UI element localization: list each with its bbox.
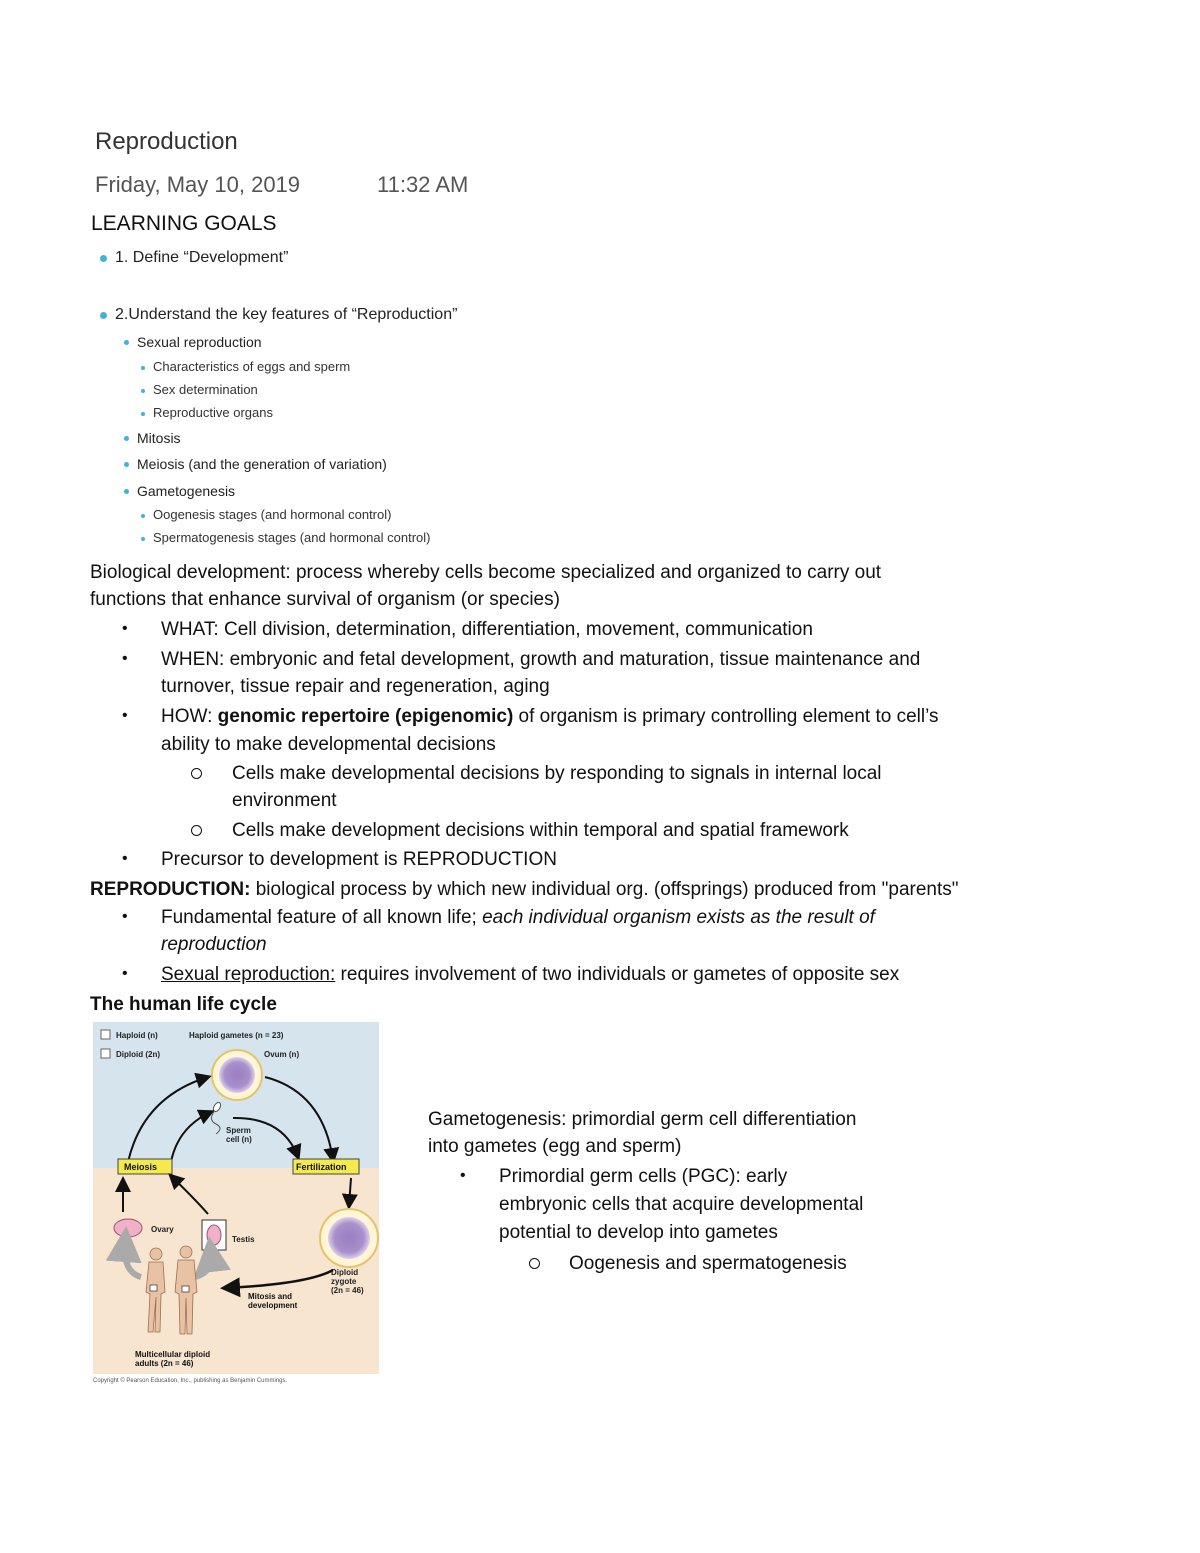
sub-bullet-icon bbox=[529, 1258, 540, 1269]
bullet-icon bbox=[124, 436, 129, 441]
bullet-icon bbox=[124, 462, 129, 467]
fund-text: Fundamental feature of all known life; bbox=[161, 907, 483, 928]
development-line-1: Biological development: process whereby cells become specialized and organized to carry out bbox=[90, 562, 882, 583]
development-precursor: Precursor to development is REPRODUCTION bbox=[161, 849, 557, 870]
human-life-cycle-figure bbox=[93, 1022, 379, 1374]
development-sub-1a: Cells make developmental decisions by responding to signals in internal local bbox=[232, 763, 882, 784]
reproduction-def: biological process by which new individual org. (offsprings) produced from "parents" bbox=[250, 879, 959, 900]
sub-bullet-icon bbox=[191, 825, 202, 836]
learning-goals-heading: LEARNING GOALS bbox=[91, 212, 277, 235]
development-when-2: turnover, tissue repair and regeneration, aging bbox=[161, 676, 550, 697]
fertilization-label: Fertilization bbox=[296, 1162, 347, 1172]
meiosis-label: Meiosis bbox=[124, 1162, 158, 1172]
gametogenesis-line-2: into gametes (egg and sperm) bbox=[428, 1136, 682, 1157]
goal-1: 1. Define “Development” bbox=[115, 249, 289, 266]
mitosis-label-2: development bbox=[248, 1301, 298, 1310]
how-prefix: HOW: bbox=[161, 706, 218, 727]
diploid-legend-swatch bbox=[101, 1049, 110, 1058]
figure-copyright: Copyright © Pearson Education, Inc., publishing as Benjamin Cummings. bbox=[93, 1378, 288, 1384]
goal-2: 2.Understand the key features of “Reproduction” bbox=[115, 306, 458, 323]
female-reproductive-box bbox=[150, 1285, 157, 1291]
bullet-icon bbox=[141, 412, 145, 416]
page-time: 11:32 AM bbox=[377, 172, 469, 197]
haploid-legend-swatch bbox=[101, 1030, 110, 1039]
zygote-label-3: (2n = 46) bbox=[331, 1286, 364, 1295]
bullet-icon: • bbox=[122, 908, 128, 925]
bullet-icon bbox=[124, 340, 129, 345]
page-date: Friday, May 10, 2019 bbox=[95, 172, 301, 197]
bullet-icon: • bbox=[122, 707, 128, 724]
reproduction-bold: REPRODUCTION: bbox=[90, 879, 251, 900]
zygote-label-2: zygote bbox=[331, 1277, 357, 1286]
fund-italic-2: reproduction bbox=[161, 934, 267, 955]
adults-label-2: adults (2n = 46) bbox=[135, 1359, 194, 1368]
bullet-icon: • bbox=[460, 1167, 466, 1184]
testis-label: Testis bbox=[232, 1235, 255, 1244]
sexual-rest: requires involvement of two individuals or gametes of opposite sex bbox=[335, 964, 900, 985]
testis-icon bbox=[207, 1225, 221, 1245]
reproduction-sexual bbox=[161, 961, 899, 988]
goal-eggs-sperm: Characteristics of eggs and sperm bbox=[153, 359, 351, 374]
bullet-icon: • bbox=[122, 650, 128, 667]
development-sub-1b: environment bbox=[232, 790, 337, 811]
bullet-icon bbox=[141, 537, 145, 541]
goal-spermatogenesis: Spermatogenesis stages (and hormonal control) bbox=[153, 530, 431, 545]
haploid-legend: Haploid (n) bbox=[116, 1031, 158, 1040]
bullet-icon bbox=[141, 366, 145, 370]
reproduction-fundamental-2 bbox=[161, 931, 267, 958]
development-how-1 bbox=[161, 703, 939, 730]
gametogenesis-line-1: Gametogenesis: primordial germ cell differentiation bbox=[428, 1109, 857, 1130]
how-rest: of organism is primary controlling element to cell’s bbox=[513, 706, 939, 727]
bullet-icon bbox=[141, 514, 145, 518]
goal-sexual-reproduction: Sexual reproduction bbox=[137, 334, 262, 350]
diploid-legend: Diploid (2n) bbox=[116, 1050, 160, 1059]
ovary-icon bbox=[114, 1219, 142, 1237]
goal-gametogenesis: Gametogenesis bbox=[137, 483, 236, 499]
sexual-label: Sexual reproduction: bbox=[161, 964, 336, 985]
sperm-label: Sperm bbox=[226, 1126, 251, 1135]
bullet-icon bbox=[124, 489, 129, 494]
male-reproductive-box bbox=[182, 1286, 189, 1292]
page-title: Reproduction bbox=[95, 128, 238, 155]
development-how-2: ability to make developmental decisions bbox=[161, 734, 496, 755]
bullet-icon bbox=[100, 255, 107, 262]
goal-mitosis: Mitosis bbox=[137, 430, 181, 446]
adults-label-1: Multicellular diploid bbox=[135, 1350, 211, 1359]
ovum-nucleus bbox=[219, 1057, 255, 1093]
bullet-icon: • bbox=[122, 965, 128, 982]
mitosis-label-1: Mitosis and bbox=[248, 1292, 293, 1301]
bullet-icon: • bbox=[122, 850, 128, 867]
sub-bullet-icon bbox=[191, 768, 202, 779]
bullet-icon bbox=[100, 312, 107, 319]
goal-sex-determination: Sex determination bbox=[153, 382, 258, 397]
bullet-icon bbox=[141, 389, 145, 393]
development-line-2: functions that enhance survival of organism (or species) bbox=[90, 589, 560, 610]
zygote-label-1: Diploid bbox=[331, 1268, 359, 1277]
goal-oogenesis: Oogenesis stages (and hormonal control) bbox=[153, 507, 392, 522]
development-what: WHAT: Cell division, determination, differentiation, movement, communication bbox=[161, 619, 813, 640]
sperm-label-2: cell (n) bbox=[226, 1135, 252, 1144]
lifecycle-heading: The human life cycle bbox=[90, 994, 277, 1015]
development-sub-2: Cells make development decisions within temporal and spatial framework bbox=[232, 820, 849, 841]
fund-italic: each individual organism exists as the result of bbox=[482, 907, 875, 928]
pgc-line-3: potential to develop into gametes bbox=[499, 1222, 778, 1243]
gametogenesis-sub: Oogenesis and spermatogenesis bbox=[569, 1253, 847, 1274]
ovary-label: Ovary bbox=[151, 1225, 174, 1234]
pgc-line-1: Primordial germ cells (PGC): early bbox=[499, 1166, 788, 1187]
reproduction-definition bbox=[90, 876, 959, 903]
reproduction-fundamental bbox=[161, 904, 875, 931]
how-bold: genomic repertoire (epigenomic) bbox=[217, 706, 514, 727]
development-when-1: WHEN: embryonic and fetal development, growth and maturation, tissue maintenance and bbox=[161, 649, 921, 670]
goal-reproductive-organs: Reproductive organs bbox=[153, 405, 273, 420]
haploid-gametes-label: Haploid gametes (n = 23) bbox=[189, 1031, 284, 1040]
bullet-icon: • bbox=[122, 620, 128, 637]
zygote-nucleus bbox=[328, 1217, 370, 1259]
pgc-line-2: embryonic cells that acquire developmental bbox=[499, 1194, 864, 1215]
goal-meiosis: Meiosis (and the generation of variation) bbox=[137, 456, 387, 472]
ovum-label: Ovum (n) bbox=[264, 1050, 300, 1059]
